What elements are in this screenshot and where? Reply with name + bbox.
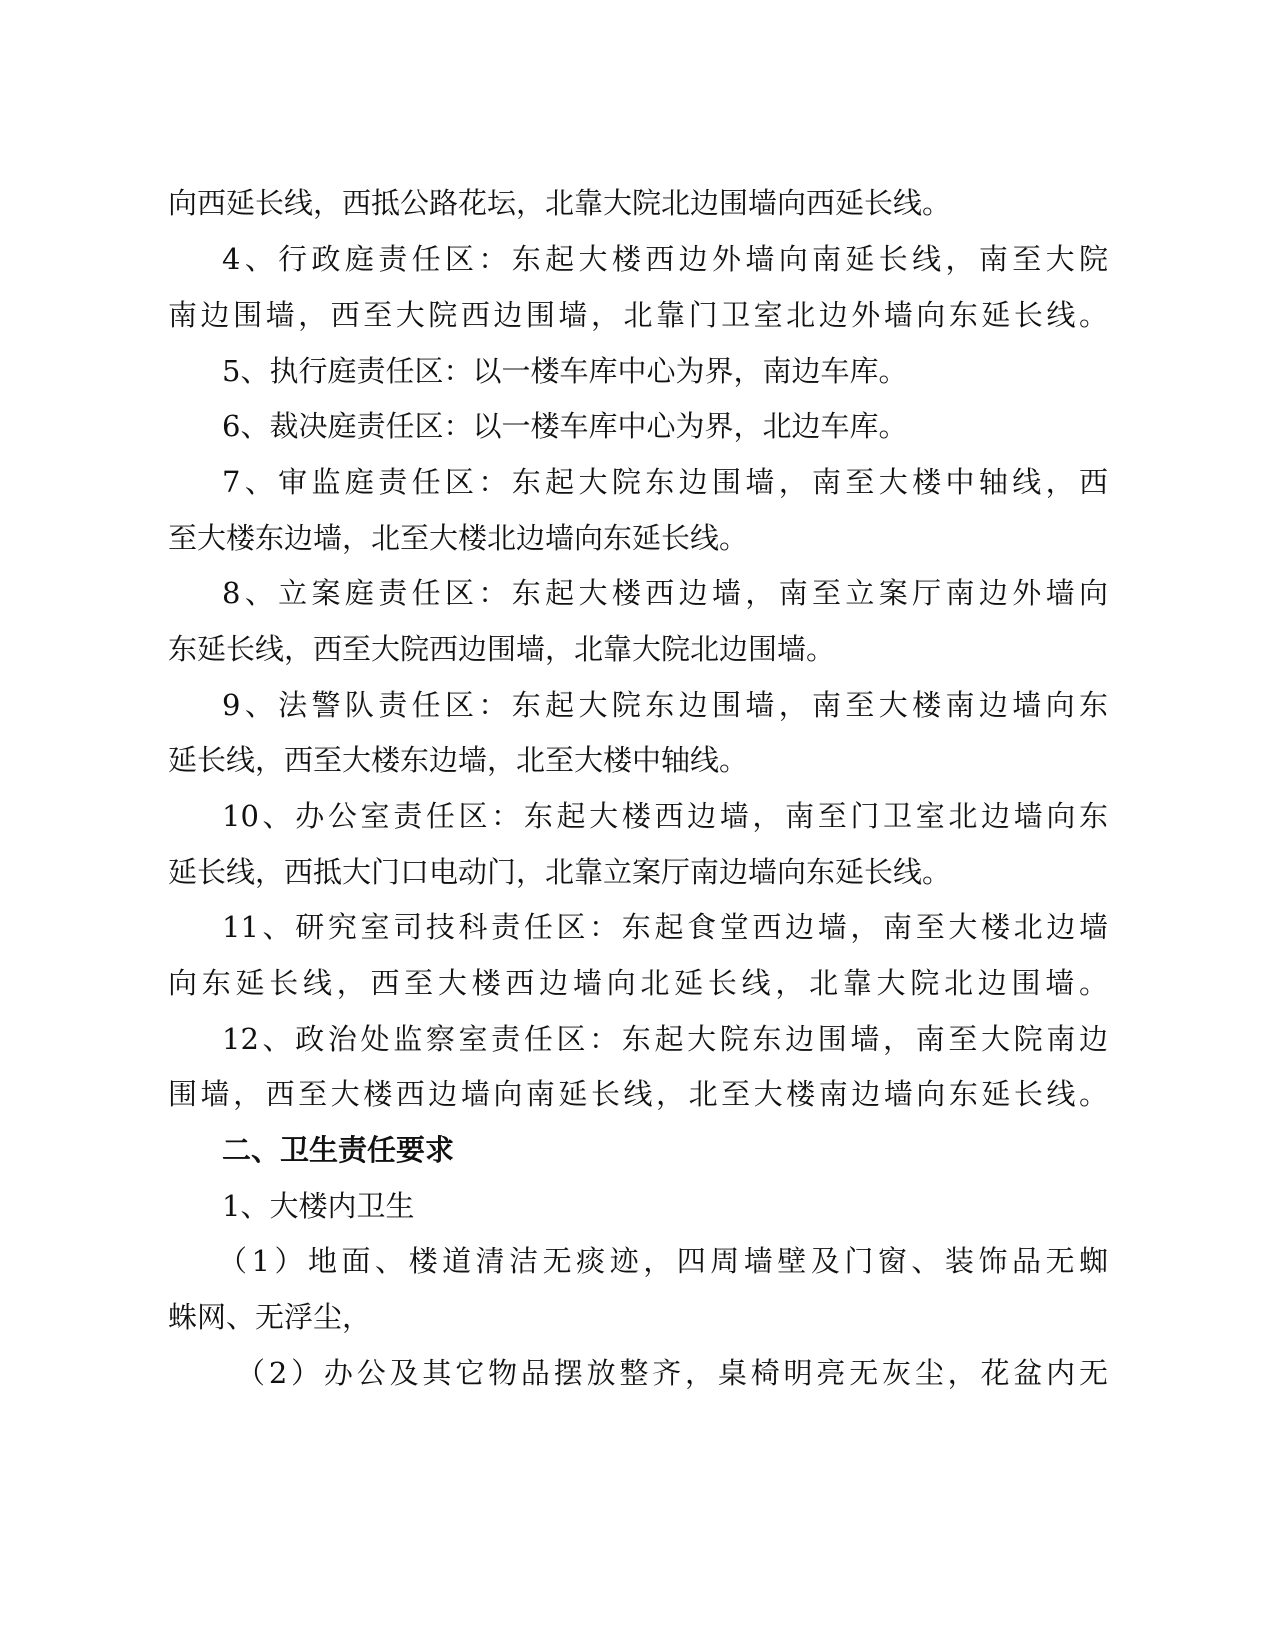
text-line: 12、政治处监察室责任区：东起大院东边围墙，南至大院南边 (222, 1022, 1108, 1056)
section-heading: 二、卫生责任要求 (222, 1133, 455, 1167)
text-line: 1、大楼内卫生 (222, 1189, 415, 1223)
text-line: （1）地面、楼道清洁无痰迹，四周墙壁及门窗、装饰品无蜘 (218, 1244, 1108, 1278)
text-line: 至大楼东边墙，北至大楼北边墙向东延长线。 (168, 521, 749, 555)
text-line: 南边围墙，西至大院西边围墙，北靠门卫室北边外墙向东延长线。 (168, 298, 1108, 332)
text-line: 蛛网、无浮尘， (168, 1300, 372, 1334)
text-line: 延长线，西抵大门口电动门，北靠立案厅南边墙向东延长线。 (168, 855, 952, 889)
text-line: 10、办公室责任区：东起大楼西边墙，南至门卫室北边墙向东 (222, 799, 1108, 833)
text-line: 围墙，西至大楼西边墙向南延长线，北至大楼南边墙向东延长线。 (168, 1077, 1108, 1111)
text-line: 东延长线，西至大院西边围墙，北靠大院北边围墙。 (168, 632, 836, 666)
text-line: 延长线，西至大楼东边墙，北至大楼中轴线。 (168, 743, 749, 777)
text-line: 8、立案庭责任区：东起大楼西边墙，南至立案厅南边外墙向 (222, 576, 1108, 610)
text-line: 9、法警队责任区：东起大院东边围墙，南至大楼南边墙向东 (222, 688, 1108, 722)
text-line: 11、研究室司技科责任区：东起食堂西边墙，南至大楼北边墙 (222, 910, 1108, 944)
text-line: 4、行政庭责任区：东起大楼西边外墙向南延长线，南至大院 (222, 242, 1108, 276)
text-line: 7、审监庭责任区：东起大院东边围墙，南至大楼中轴线，西 (222, 465, 1108, 499)
text-line: 向西延长线，西抵公路花坛，北靠大院北边围墙向西延长线。 (168, 186, 952, 220)
text-line: 向东延长线，西至大楼西边墙向北延长线，北靠大院北边围墙。 (168, 966, 1108, 1000)
text-line: 6、裁决庭责任区：以一楼车库中心为界，北边车库。 (222, 409, 908, 443)
text-line: （2）办公及其它物品摆放整齐，桌椅明亮无灰尘，花盆内无 (236, 1356, 1108, 1390)
text-line: 5、执行庭责任区：以一楼车库中心为界，南边车库。 (222, 354, 908, 388)
